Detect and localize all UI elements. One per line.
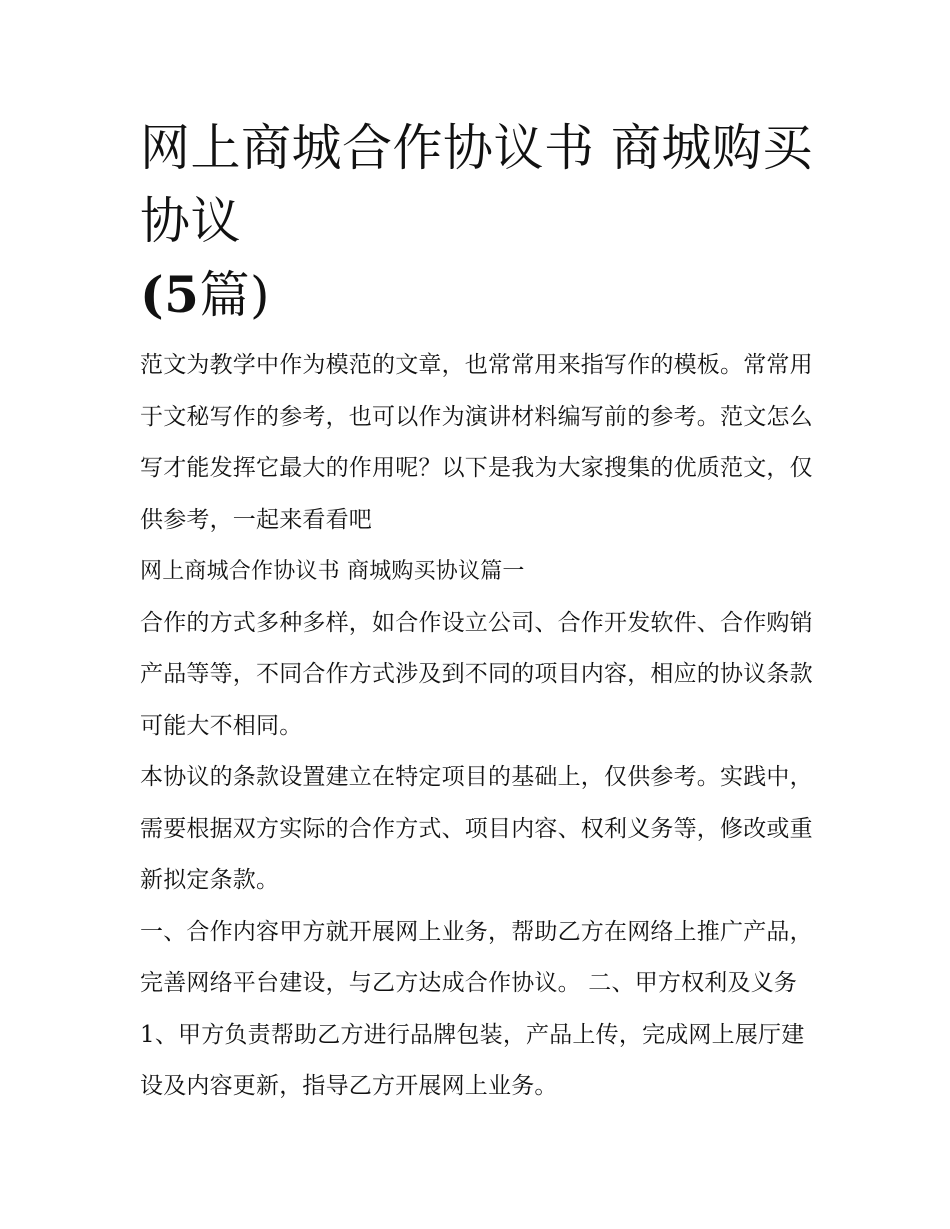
document-title	[140, 112, 820, 332]
title-main: 网上商城合作协议书 商城购买协议	[140, 119, 813, 250]
title-tail: 篇)	[199, 266, 270, 324]
title-count: (5	[140, 265, 200, 324]
body-paragraph: 一、合作内容甲方就开展网上业务，帮助乙方在网络上推广产品，完善网络平台建设，与乙方达成合作协议。 二、甲方权利及义务	[140, 918, 813, 996]
body-paragraph: 1、甲方负责帮助乙方进行品牌包装，产品上传，完成网上展厅建设及内容更新，指导乙方开展网上业务。	[140, 1021, 805, 1099]
section-heading: 网上商城合作协议书 商城购买协议篇一	[140, 559, 525, 584]
document-page	[140, 112, 820, 1113]
body-paragraph: 本协议的条款设置建立在特定项目的基础上，仅供参考。实践中，需要根据双方实际的合作方式、项目内容、权利义务等，修改或重新拟定条款。	[140, 764, 813, 893]
body-paragraph: 合作的方式多种多样，如合作设立公司、合作开发软件、合作购销产品等等，不同合作方式涉及到不同的项目内容，相应的协议条款可能大不相同。	[140, 609, 813, 739]
intro-paragraph: 范文为教学中作为模范的文章，也常常用来指写作的模板。常常用于文秘写作的参考，也可以作为演讲材料编写前的参考。范文怎么写才能发挥它最大的作用呢？以下是我为大家搜集的优质范文，仅供参考，一起来看看吧	[140, 352, 813, 533]
